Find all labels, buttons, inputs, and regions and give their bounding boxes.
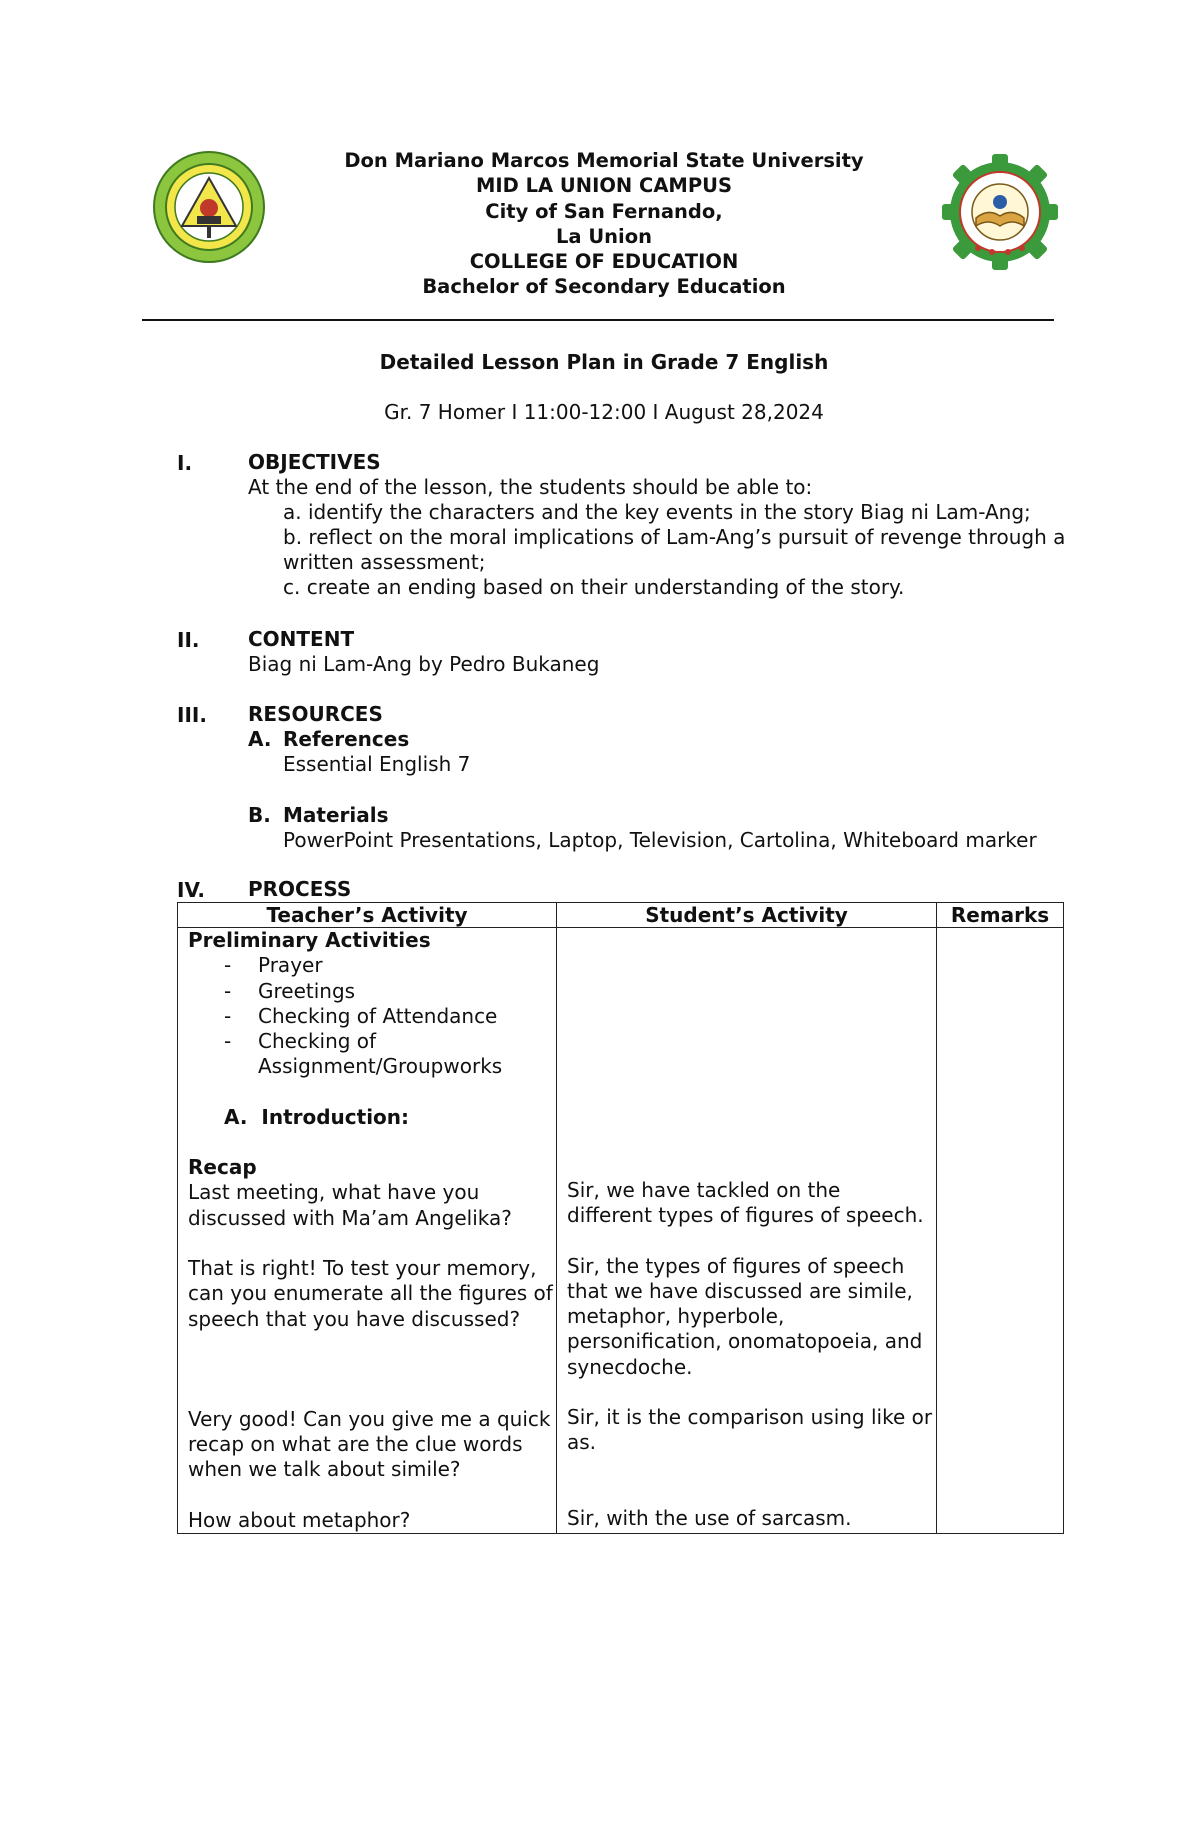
introduction-heading: A. Introduction: <box>224 1104 410 1129</box>
teacher-question-3-line-2: recap on what are the clue words <box>188 1432 523 1457</box>
city-name: City of San Fernando, <box>485 199 723 223</box>
campus-name: MID LA UNION CAMPUS <box>475 174 732 198</box>
teacher-question-3-line-3: when we talk about simile? <box>188 1457 461 1482</box>
column-header-remarks: Remarks <box>937 903 1064 928</box>
remarks-cell <box>937 928 1064 1534</box>
student-activity-cell <box>557 928 937 1534</box>
list-item: - Greetings <box>224 978 356 1003</box>
province-name: La Union <box>555 224 653 248</box>
column-header-student: Student’s Activity <box>557 903 937 928</box>
objective-b-line2: written assessment; <box>283 550 486 574</box>
teacher-question-3-line-1: Very good! Can you give me a quick <box>188 1406 551 1431</box>
materials-heading: Materials <box>283 803 389 827</box>
lesson-plan-title: Detailed Lesson Plan in Grade 7 English <box>379 350 829 374</box>
student-answer-3-line-1: Sir, it is the comparison using like or <box>567 1405 933 1430</box>
column-header-teacher: Teacher’s Activity <box>178 903 557 928</box>
student-answer-2-line-3: metaphor, hyperbole, <box>567 1304 785 1329</box>
resources-heading: RESOURCES <box>248 702 383 726</box>
objective-b-line1: b. reflect on the moral implications of Lam-Ang’s pursuit of revenge through a <box>283 525 1066 549</box>
student-answer-1-line-2: different types of figures of speech. <box>567 1203 924 1228</box>
objectives-heading: OBJECTIVES <box>248 450 381 474</box>
section-number-content: II. <box>177 628 200 652</box>
section-number-process: IV. <box>177 878 205 902</box>
teacher-question-1-line-2: discussed with Ma’am Angelika? <box>188 1205 512 1230</box>
list-item: - Checking of Attendance <box>224 1003 498 1028</box>
process-heading: PROCESS <box>248 877 352 901</box>
objective-c: c. create an ending based on their understanding of the story. <box>283 575 905 599</box>
list-item: - Prayer <box>224 953 323 978</box>
header-divider <box>142 319 1054 321</box>
teacher-question-2-line-1: That is right! To test your memory, <box>188 1255 537 1280</box>
materials-text: PowerPoint Presentations, Laptop, Television, Cartolina, Whiteboard marker <box>283 828 1037 852</box>
college-name: COLLEGE OF EDUCATION <box>469 250 739 274</box>
table-header-row <box>178 903 1064 928</box>
references-label: A. <box>248 727 272 751</box>
preliminary-heading: Preliminary Activities <box>188 928 431 952</box>
dash-bullet: - <box>224 978 232 1003</box>
process-table <box>177 902 1064 1534</box>
table-row <box>178 928 1064 1534</box>
dash-bullet: - <box>224 953 232 978</box>
dash-bullet: - <box>224 1003 232 1028</box>
references-heading: References <box>283 727 410 751</box>
materials-label: B. <box>248 803 271 827</box>
teacher-question-2-line-3: speech that you have discussed? <box>188 1306 521 1331</box>
list-item: - Checking of <box>224 1029 377 1054</box>
section-number-objectives: I. <box>177 451 193 475</box>
institution-header <box>300 148 908 300</box>
content-heading: CONTENT <box>248 627 355 651</box>
dash-bullet: - <box>224 1029 232 1054</box>
list-item-continuation: Assignment/Groupworks <box>258 1054 503 1079</box>
student-answer-2-line-1: Sir, the types of figures of speech <box>567 1253 905 1278</box>
teacher-question-2-line-2: can you enumerate all the figures of <box>188 1281 553 1306</box>
student-answer-3-line-2: as. <box>567 1430 597 1455</box>
student-answer-2-line-4: personification, onomatopoeia, and <box>567 1329 923 1354</box>
student-answer-1-line-1: Sir, we have tackled on the <box>567 1178 841 1202</box>
teacher-question-4-line-1: How about metaphor? <box>188 1507 411 1532</box>
references-text: Essential English 7 <box>283 752 471 776</box>
campus-gear-logo <box>940 152 1060 272</box>
program-name: Bachelor of Secondary Education <box>422 275 786 299</box>
student-answer-2-line-2: that we have discussed are simile, <box>567 1278 913 1303</box>
content-text: Biag ni Lam-Ang by Pedro Bukaneg <box>248 652 600 676</box>
section-number-resources: III. <box>177 703 207 727</box>
class-schedule: Gr. 7 Homer I 11:00-12:00 I August 28,2024 <box>384 400 824 424</box>
objective-a: a. identify the characters and the key events in the story Biag ni Lam-Ang; <box>283 500 1031 524</box>
student-answer-2-line-5: synecdoche. <box>567 1354 693 1379</box>
teacher-activity-cell <box>178 928 557 1534</box>
recap-heading: Recap <box>188 1155 257 1180</box>
objectives-intro: At the end of the lesson, the students should be able to: <box>248 475 813 499</box>
university-name: Don Mariano Marcos Memorial State University <box>344 149 864 172</box>
teacher-question-1-line-1: Last meeting, what have you <box>188 1180 480 1205</box>
student-answer-4-line-1: Sir, with the use of sarcasm. <box>567 1505 852 1530</box>
university-seal-logo <box>152 150 266 264</box>
